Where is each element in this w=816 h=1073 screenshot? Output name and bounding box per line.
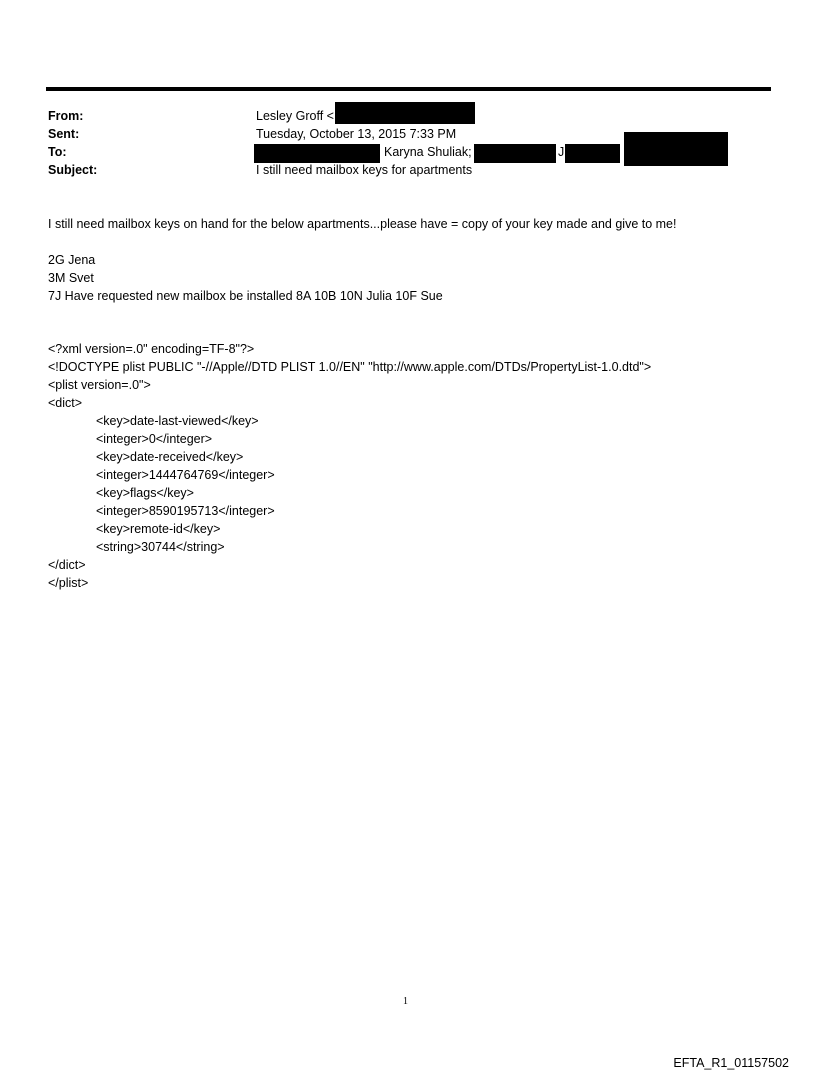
redaction-to-recipient-1 — [254, 144, 380, 163]
redaction-from-email — [335, 102, 475, 124]
subject-value: I still need mailbox keys for apartments — [256, 163, 473, 177]
redaction-to-recipient-2 — [474, 144, 556, 163]
plist-line: <integer>0</integer> — [96, 432, 213, 446]
plist-line: <key>flags</key> — [96, 486, 194, 500]
redaction-to-recipient-3 — [565, 144, 620, 163]
apartment-line: 7J Have requested new mailbox be installed 8A 10B 10N Julia 10F Sue — [48, 289, 443, 303]
apartment-line: 3M Svet — [48, 271, 94, 285]
plist-line: <plist version=.0"> — [48, 378, 151, 392]
body-intro: I still need mailbox keys on hand for the below apartments...please have = copy of your key made and give to me! — [48, 217, 677, 231]
plist-line: <key>date-received</key> — [96, 450, 244, 464]
plist-line: </dict> — [48, 558, 86, 572]
plist-line: <!DOCTYPE plist PUBLIC "-//Apple//DTD PLIST 1.0//EN" "http://www.apple.com/DTDs/PropertyList-1.0.dtd"> — [48, 360, 652, 374]
footer-document-id: EFTA_R1_01157502 — [673, 1056, 789, 1070]
sent-label: Sent: — [48, 127, 80, 141]
to-label: To: — [48, 145, 67, 159]
plist-line: <integer>8590195713</integer> — [96, 504, 275, 518]
header-rule — [46, 87, 771, 91]
plist-line: <key>remote-id</key> — [96, 522, 221, 536]
to-value-2: J — [558, 145, 565, 159]
from-value: Lesley Groff < — [256, 109, 334, 123]
plist-line: </plist> — [48, 576, 89, 590]
plist-line: <key>date-last-viewed</key> — [96, 414, 259, 428]
sent-value: Tuesday, October 13, 2015 7:33 PM — [256, 127, 457, 141]
plist-line: <dict> — [48, 396, 83, 410]
plist-line: <integer>1444764769</integer> — [96, 468, 275, 482]
subject-label: Subject: — [48, 163, 98, 177]
from-label: From: — [48, 109, 84, 123]
apartment-line: 2G Jena — [48, 253, 96, 267]
plist-line: <?xml version=.0" encoding=TF-8"?> — [48, 342, 255, 356]
plist-line: <string>30744</string> — [96, 540, 225, 554]
to-value-1: Karyna Shuliak; — [384, 145, 472, 159]
redaction-to-recipient-4 — [624, 132, 728, 166]
page-number: 1 — [403, 996, 408, 1007]
